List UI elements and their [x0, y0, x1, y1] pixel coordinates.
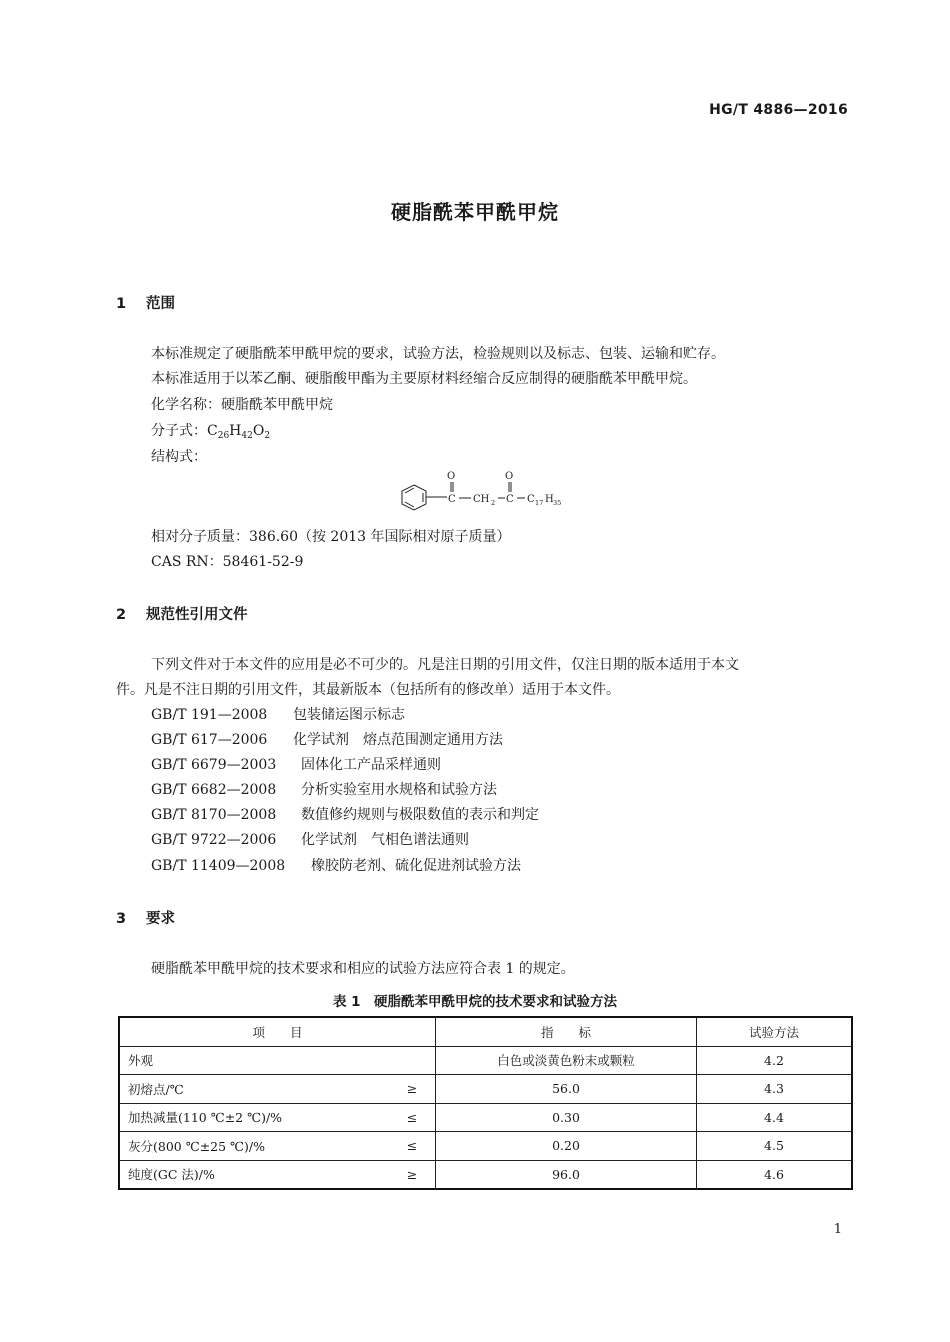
ref-item — [151, 729, 503, 749]
oxygen-1: O — [447, 471, 456, 482]
section-number: 1 — [116, 296, 127, 312]
table-row — [119, 1046, 852, 1075]
section-2-heading — [116, 603, 248, 624]
ref-title: 分析实验室用水规格和试验方法 — [301, 782, 497, 798]
refs-intro-line-2: 件。凡是不注日期的引用文件，其最新版本（包括所有的修改单）适用于本文件。 — [116, 682, 620, 698]
table-caption: 表 1 硬脂酰苯甲酰甲烷的技术要求和试验方法 — [332, 994, 618, 1010]
cas-number: CAS RN：58461-52-9 — [151, 554, 304, 570]
molecular-formula — [151, 420, 270, 441]
section-3-heading — [116, 907, 175, 928]
row-operator: ≥ — [389, 1075, 436, 1104]
page-number: 1 — [833, 1222, 842, 1237]
document-title: 硬脂酰苯甲酰甲烷 — [391, 200, 559, 224]
alkyl-chain-h-sub: 35 — [553, 499, 562, 507]
row-item: 纯度(GC 法)/% — [119, 1160, 389, 1189]
molecular-mass: 相对分子质量：386.60（按 2013 年国际相对原子质量） — [151, 529, 511, 545]
row-operator: ≥ — [389, 1160, 436, 1189]
row-method: 4.5 — [697, 1132, 853, 1161]
formula-o-sub: 2 — [264, 431, 271, 441]
formula-c: C — [207, 423, 218, 439]
scope-line-2: 本标准适用于以苯乙酮、硬脂酸甲酯为主要原材料经缩合反应制得的硬脂酰苯甲酰甲烷。 — [151, 371, 697, 387]
formula-c-sub: 26 — [217, 431, 230, 441]
section-number: 3 — [116, 911, 127, 927]
methylene: CH — [473, 494, 490, 505]
table-row — [119, 1160, 852, 1189]
scope-line-1: 本标准规定了硬脂酰苯甲酰甲烷的要求，试验方法，检验规则以及标志、包装、运输和贮存。 — [151, 346, 725, 362]
row-item: 外观 — [119, 1046, 436, 1075]
row-spec: 56.0 — [436, 1075, 697, 1104]
ref-title: 数值修约规则与极限数值的表示和判定 — [301, 807, 539, 823]
table-row — [119, 1103, 852, 1132]
row-method: 4.6 — [697, 1160, 853, 1189]
row-operator: ≤ — [389, 1132, 436, 1161]
formula-h-sub: 42 — [241, 431, 253, 441]
ref-code: GB/T 9722—2006 — [151, 832, 277, 848]
alkyl-chain-c: C — [527, 494, 535, 505]
structure-label: 结构式： — [151, 449, 207, 465]
ref-item — [151, 754, 441, 774]
section-title: 要求 — [146, 911, 175, 927]
requirements-intro: 硬脂酰苯甲酰甲烷的技术要求和相应的试验方法应符合表 1 的规定。 — [151, 961, 575, 977]
row-item: 灰分(800 ℃±25 ℃)/% — [119, 1132, 389, 1161]
row-spec: 96.0 — [436, 1160, 697, 1189]
ref-code: GB/T 6679—2003 — [151, 757, 277, 773]
ref-code: GB/T 617—2006 — [151, 732, 268, 748]
row-method: 4.3 — [697, 1075, 853, 1104]
formula-label: 分子式： — [151, 423, 207, 439]
ref-code: GB/T 8170—2008 — [151, 807, 277, 823]
row-operator: ≤ — [389, 1103, 436, 1132]
ref-item — [151, 779, 497, 799]
row-method: 4.4 — [697, 1103, 853, 1132]
carbon-2: C — [506, 494, 514, 505]
formula-h: H — [229, 423, 242, 439]
ref-title: 化学试剂 熔点范围测定通用方法 — [293, 732, 503, 748]
alkyl-chain-c-sub: 17 — [535, 499, 544, 507]
alkyl-chain-h: H — [545, 494, 554, 505]
chemical-name: 化学名称：硬脂酰苯甲酰甲烷 — [151, 397, 333, 413]
row-spec: 0.20 — [436, 1132, 697, 1161]
section-title: 规范性引用文件 — [146, 607, 248, 623]
row-method: 4.2 — [697, 1046, 853, 1075]
section-number: 2 — [116, 607, 127, 623]
oxygen-2: O — [505, 471, 514, 482]
ref-code: GB/T 11409—2008 — [151, 858, 286, 874]
benzene-ring-icon — [402, 485, 426, 510]
ref-item — [151, 829, 469, 849]
row-item: 初熔点/℃ — [119, 1075, 389, 1104]
header-spec: 指 标 — [436, 1017, 697, 1046]
formula-o: O — [252, 423, 265, 439]
section-1-heading — [116, 292, 175, 313]
ref-item — [151, 704, 405, 724]
ref-item — [151, 855, 521, 875]
ref-code: GB/T 191—2008 — [151, 707, 268, 723]
ref-title: 化学试剂 气相色谱法通则 — [301, 832, 469, 848]
header-item: 项 目 — [119, 1017, 436, 1046]
ref-item — [151, 804, 539, 824]
standard-code: HG/T 4886—2016 — [709, 102, 848, 118]
header-method: 试验方法 — [697, 1017, 853, 1046]
table-row — [119, 1132, 852, 1161]
refs-intro-line-1: 下列文件对于本文件的应用是必不可少的。凡是注日期的引用文件，仅注日期的版本适用于本文 — [151, 657, 739, 673]
section-title: 范围 — [146, 296, 175, 312]
ref-code: GB/T 6682—2008 — [151, 782, 277, 798]
row-spec: 0.30 — [436, 1103, 697, 1132]
table-row — [119, 1075, 852, 1104]
ref-title: 固体化工产品采样通则 — [301, 757, 441, 773]
table-header-row — [119, 1017, 852, 1046]
row-spec: 白色或淡黄色粉末或颗粒 — [436, 1046, 697, 1075]
requirements-table — [118, 1016, 853, 1190]
row-item: 加热减量(110 ℃±2 ℃)/% — [119, 1103, 389, 1132]
structural-formula — [395, 467, 585, 519]
carbon-1: C — [448, 494, 456, 505]
methylene-sub: 2 — [491, 499, 496, 507]
ref-title: 包装储运图示标志 — [293, 707, 405, 723]
ref-title: 橡胶防老剂、硫化促进剂试验方法 — [311, 858, 521, 874]
